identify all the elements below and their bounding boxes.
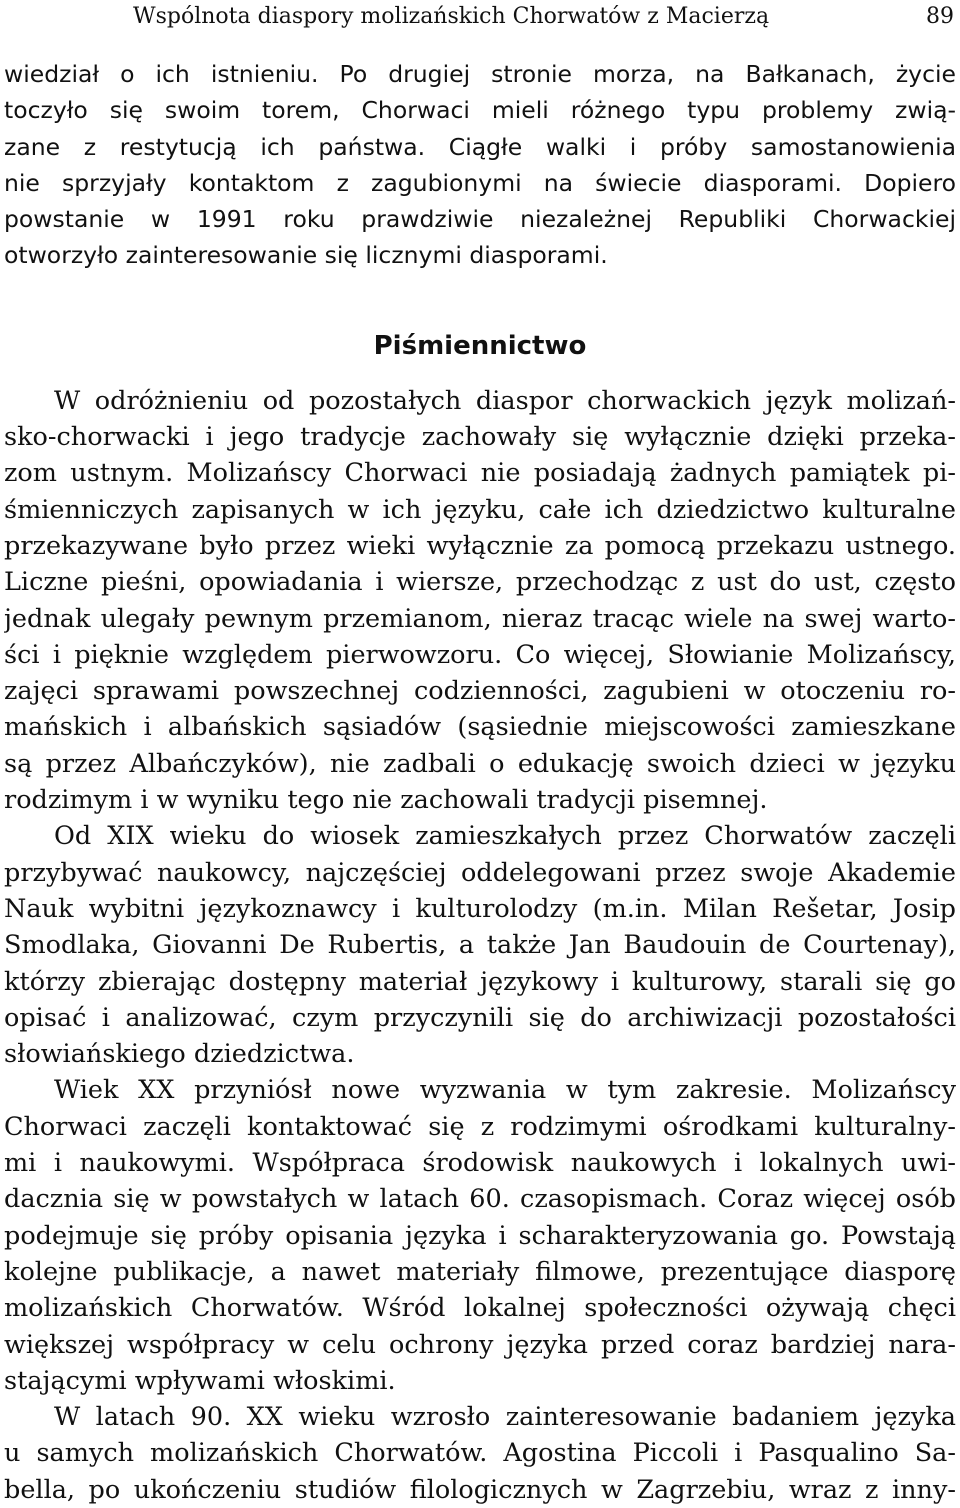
text-line: Liczne pieśni, opowiadania i wiersze, przechodząc z ust do ust, często (4, 567, 956, 598)
page-number: 89 (926, 4, 954, 29)
text-line: dacznia się w powstałych w latach 60. czasopismach. Coraz więcej osób (4, 1184, 956, 1215)
text-line: otworzyło zainteresowanie się licznymi diasporami. (4, 241, 608, 270)
paragraph-1 (4, 383, 956, 819)
text-line: wiedział o ich istnieniu. Po drugiej stronie morza, na Bałkanach, życie (4, 60, 956, 88)
text-line: ści i pięknie względem pierwowzoru. Co więcej, Słowianie Molizańscy, (4, 639, 956, 670)
text-line: przekazywane było przez wieki wyłącznie za pomocą przekazu ustnego. (4, 530, 956, 561)
text-line: kolejne publikacje, a nawet materiały filmowe, prezentujące diasporę (4, 1256, 956, 1287)
text-line: zom ustnym. Molizańscy Chorwaci nie posiadają żadnych pamiątek pi- (4, 458, 956, 489)
text-line: rodzimym i w wyniku tego nie zachowali tradycji pisemnej. (4, 785, 768, 816)
text-line: u samych molizańskich Chorwatów. Agostina Piccoli i Pasqualino Sa- (4, 1438, 956, 1469)
text-line: molizańskich Chorwatów. Wśród lokalnej społeczności ożywają chęci (4, 1293, 956, 1324)
text-line: stającymi wpływami włoskimi. (4, 1365, 396, 1396)
text-line: Chorwaci zaczęli kontaktować się z rodzimymi ośrodkami kulturalny- (4, 1111, 956, 1142)
text-line: którzy zbierając dostępny materiał językowy i kulturowy, starali się go (4, 966, 956, 997)
text-line: nie sprzyjały kontaktom z zagubionymi na świecie diasporami. Dopiero (4, 168, 956, 197)
paragraph-4 (4, 1399, 956, 1508)
text-line: większej współpracy w celu ochrony języka przed coraz bardziej nara- (4, 1329, 956, 1360)
page-body (4, 56, 956, 1508)
text-line: sko-chorwacki i jego tradycje zachowały się wyłącznie dzięki przeka- (4, 422, 956, 453)
text-line: toczyło się swoim torem, Chorwaci mieli różnego typu problemy zwią- (4, 96, 956, 125)
text-line: zane z restytucją ich państwa. Ciągłe walki i próby samostanowienia (4, 132, 956, 161)
paragraph-3 (4, 1072, 956, 1399)
running-title: Wspólnota diaspory molizańskich Chorwatów z Macierzą (133, 4, 770, 29)
text-line: W odróżnieniu od pozostałych diaspor chorwackich język molizań- (54, 385, 956, 416)
text-line: śmienniczych zapisanych w ich języku, całe ich dziedzictwo kulturalne (4, 494, 956, 525)
text-line: podejmuje się próby opisania języka i scharakteryzowania go. Powstają (4, 1220, 956, 1251)
text-line: mi i naukowymi. Współpraca środowisk naukowych i lokalnych uwi- (4, 1148, 956, 1179)
running-header (0, 2, 960, 34)
text-line: są przez Albańczyków), nie zadbali o edukację swoich dzieci w języku (4, 748, 956, 779)
text-line: przybywać naukowcy, najczęściej oddelegowani przez swoje Akademie (4, 857, 956, 888)
section-heading: Piśmiennictwo (373, 330, 587, 361)
text-line: jednak ulegały pewnym przemianom, nieraz tracąc wiele na swej warto- (4, 603, 956, 634)
text-line: W latach 90. XX wieku wzrosło zainteresowanie badaniem języka (54, 1402, 956, 1433)
text-line: Wiek XX przyniósł nowe wyzwania w tym zakresie. Molizańscy (54, 1075, 956, 1106)
text-line: zajęci sprawami powszechnej codzienności, zagubieni w otoczeniu ro- (4, 676, 956, 707)
text-line: słowiańskiego dziedzictwa. (4, 1039, 355, 1070)
paragraph-2 (4, 818, 956, 1072)
text-line: powstanie w 1991 roku prawdziwie niezależnej Republiki Chorwackiej (4, 205, 956, 234)
intro-paragraph (4, 56, 956, 274)
text-line: Smodlaka, Giovanni De Rubertis, a także Jan Baudouin de Courtenay), (4, 930, 956, 961)
text-line: Nauk wybitni językoznawcy i kulturolodzy (m.in. Milan Rešetar, Josip (4, 893, 956, 924)
text-line: bella, po ukończeniu studiów filologicznych w Zagrzebiu, wraz z inny- (4, 1474, 956, 1505)
text-line: mańskich i albańskich sąsiadów (sąsiednie miejscowości zamieszkane (4, 712, 956, 743)
text-line: Od XIX wieku do wiosek zamieszkałych przez Chorwatów zaczęli (54, 821, 956, 852)
text-line: opisać i analizować, czym przyczynili się do archiwizacji pozostałości (4, 1002, 956, 1033)
